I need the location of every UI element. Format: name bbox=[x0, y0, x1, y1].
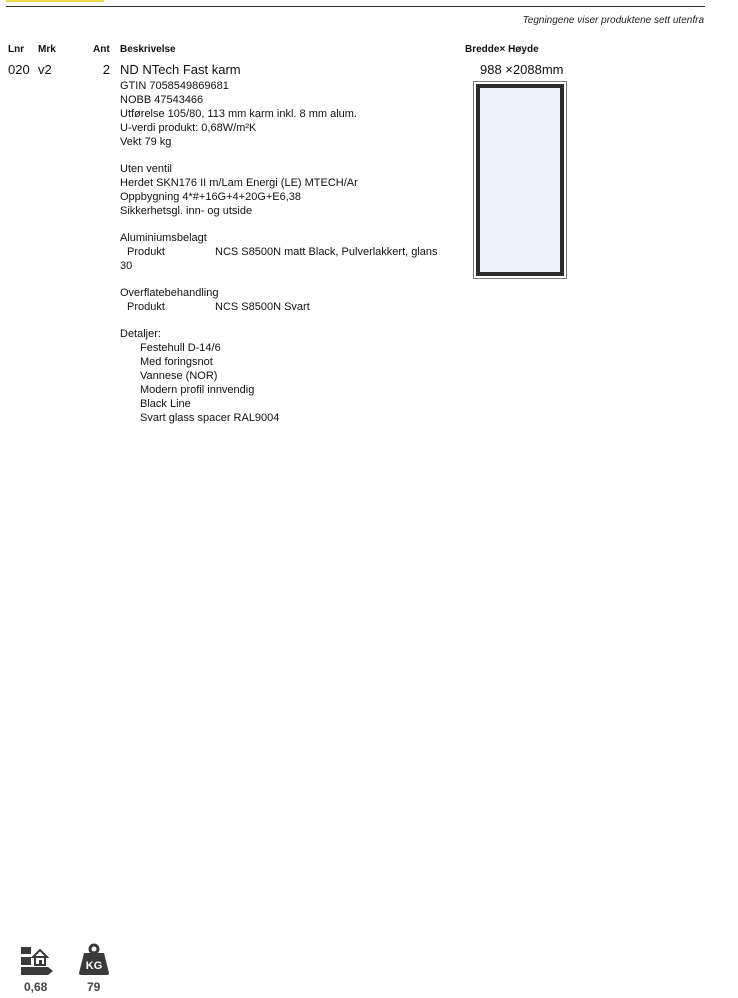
col-header-lnr: Lnr bbox=[8, 44, 25, 55]
desc-line: Vekt 79 kg bbox=[120, 136, 172, 148]
energy-house-icon bbox=[20, 943, 54, 975]
weight-icon-label: KG bbox=[85, 960, 103, 972]
surface-product-key: Produkt bbox=[127, 301, 165, 313]
desc-line: U-verdi produkt: 0,68W/m²K bbox=[120, 122, 257, 134]
detail-item: Festehull D-14/6 bbox=[140, 342, 221, 354]
surface-product-row bbox=[120, 300, 470, 314]
item-quantity: 2 bbox=[102, 62, 110, 77]
aluminium-product-value-cont: 30 bbox=[120, 260, 133, 272]
item-dimensions: 988 ×2088mm bbox=[480, 62, 564, 77]
surface-heading: Overflatebehandling bbox=[120, 287, 219, 299]
item-title: ND NTech Fast karm bbox=[120, 62, 241, 77]
col-header-dimensions: Bredde× Høyde bbox=[465, 44, 539, 55]
col-header-mrk: Mrk bbox=[38, 44, 56, 55]
window-frame bbox=[476, 84, 564, 276]
detail-item: Med foringsnot bbox=[140, 356, 213, 368]
aluminium-heading: Aluminiumsbelagt bbox=[120, 232, 207, 244]
item-description bbox=[120, 79, 470, 425]
desc-line: Uten ventil bbox=[120, 163, 172, 175]
item-mark: v2 bbox=[38, 62, 52, 77]
drawing-note: Tegningene viser produktene sett utenfra bbox=[522, 15, 704, 26]
surface-product-value: NCS S8500N Svart bbox=[215, 301, 310, 313]
col-header-description: Beskrivelse bbox=[120, 44, 176, 55]
aluminium-product-key: Produkt bbox=[127, 246, 165, 258]
details-heading: Detaljer: bbox=[120, 328, 161, 340]
desc-line: Sikkerhetsgl. inn- og utside bbox=[120, 205, 253, 217]
aluminium-product-value: NCS S8500N matt Black, Pulverlakkert, glans bbox=[215, 246, 438, 258]
detail-item: Svart glass spacer RAL9004 bbox=[140, 412, 280, 424]
aluminium-product-row bbox=[120, 245, 470, 259]
desc-line: NOBB 47543466 bbox=[120, 94, 204, 106]
desc-line: Utførelse 105/80, 113 mm karm inkl. 8 mm alum. bbox=[120, 108, 357, 120]
top-rule bbox=[6, 6, 705, 7]
detail-item: Vannese (NOR) bbox=[140, 370, 218, 382]
window-drawing bbox=[473, 81, 567, 279]
footer-u-value: 0,68 bbox=[24, 980, 48, 994]
desc-line: GTIN 7058549869681 bbox=[120, 80, 229, 92]
accent-bar bbox=[6, 0, 104, 2]
footer-weight-value: 79 bbox=[87, 980, 101, 994]
weight-kg-icon bbox=[78, 943, 110, 975]
item-line-number: 020 bbox=[8, 62, 30, 77]
col-header-ant: Ant bbox=[93, 44, 110, 55]
desc-line: Oppbygning 4*#+16G+4+20G+E6,38 bbox=[120, 191, 302, 203]
detail-item: Black Line bbox=[140, 398, 191, 410]
desc-line: Herdet SKN176 II m/Lam Energi (LE) MTECH/Ar bbox=[120, 177, 358, 189]
detail-item: Modern profil innvendig bbox=[140, 384, 255, 396]
